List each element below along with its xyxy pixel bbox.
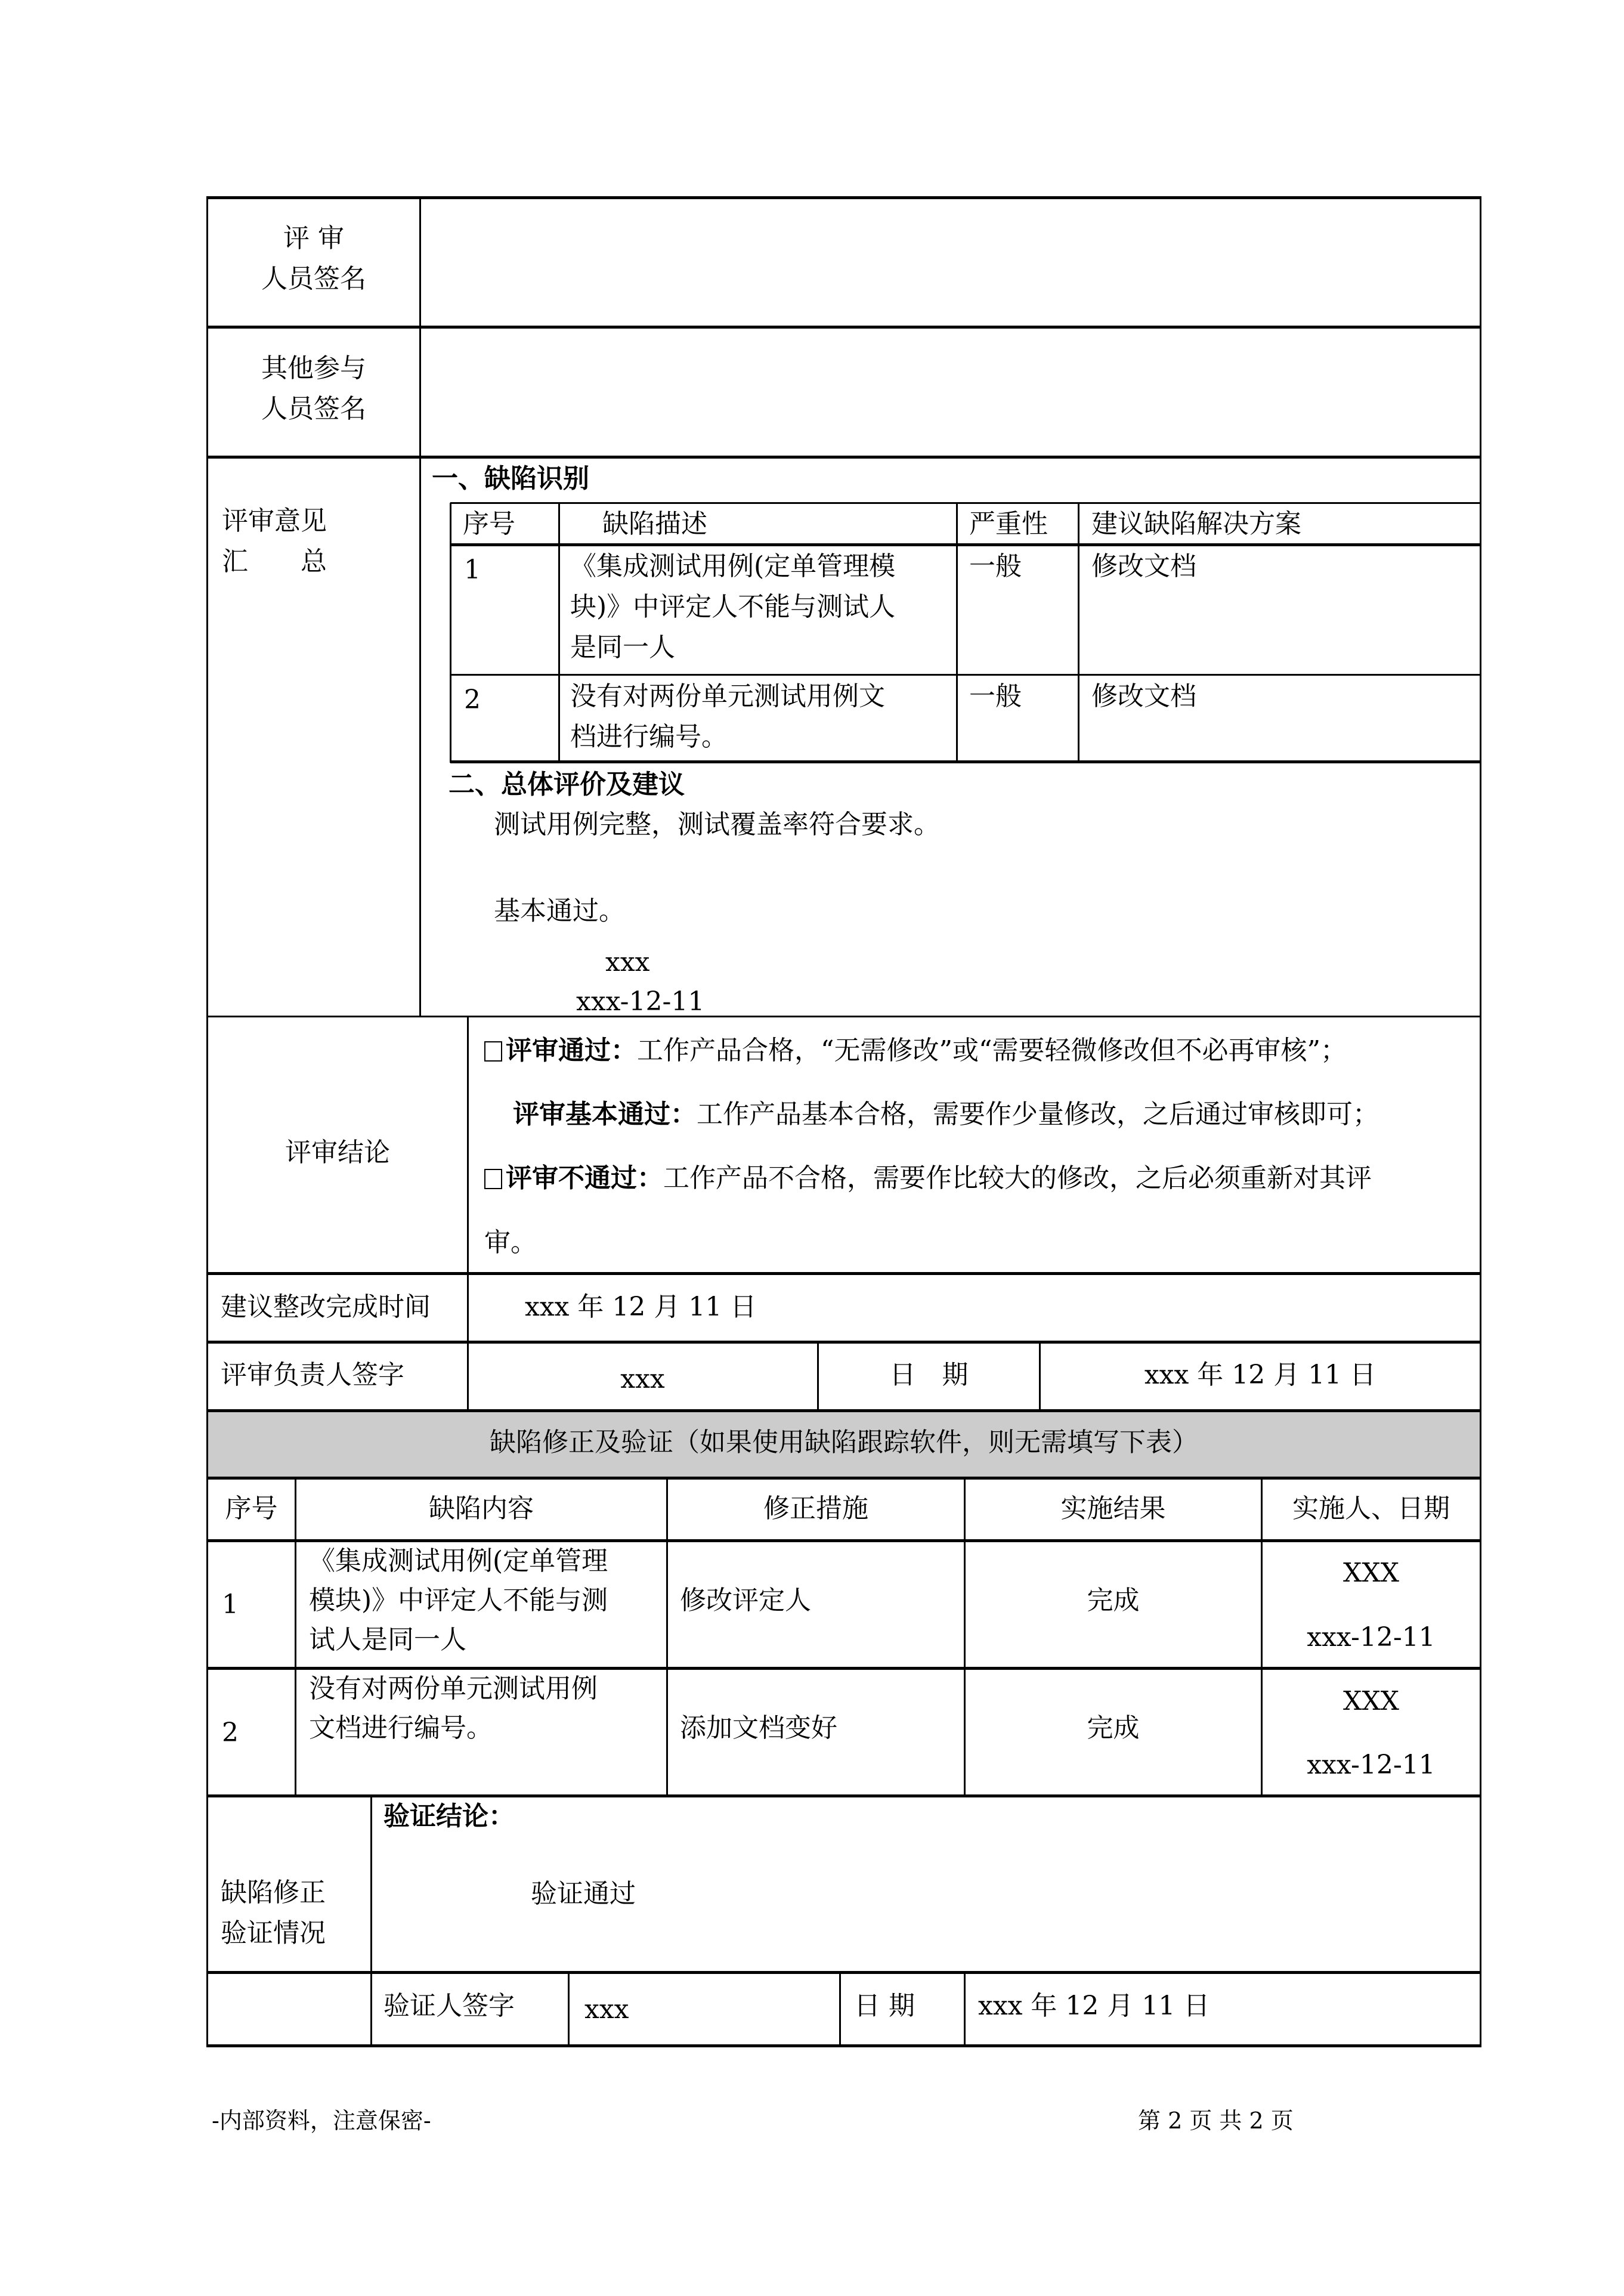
review-conclusion-label: 评审结论	[285, 1137, 390, 1168]
fix-result: 完成	[1087, 1585, 1140, 1616]
defect-header-desc: 缺陷描述	[602, 509, 707, 539]
rectification-time-label: 建议整改完成时间	[221, 1292, 431, 1322]
fix-content-line: 模块)》中评定人不能与测	[309, 1585, 608, 1616]
verification-date-label: 日 期	[854, 1991, 915, 2021]
reviewer-sign-label-line1: 评 审	[283, 223, 344, 253]
nested-row-divider	[450, 674, 1481, 676]
option-fail-label: 评审不通过：	[506, 1163, 663, 1193]
option-pass-text: 工作产品合格，“无需修改”或“需要轻微修改但不必再审核”；	[637, 1035, 1347, 1066]
review-owner-value[interactable]: xxx	[620, 1364, 665, 1394]
defect-desc-line: 档进行编号。	[570, 722, 728, 752]
defect-fix-title: 缺陷修正及验证（如果使用缺陷跟踪软件，则无需填写下表）	[490, 1427, 1198, 1458]
nested-col-divider	[558, 503, 560, 763]
fix-implementer: XXX	[1343, 1558, 1399, 1588]
fix-result: 完成	[1087, 1713, 1140, 1743]
rectification-time-value[interactable]: xxx 年 12 月 11 日	[525, 1292, 757, 1322]
row-divider	[206, 1016, 1481, 1017]
col-divider	[467, 1017, 469, 1410]
fix-header-measure: 修正措施	[763, 1493, 868, 1524]
row-divider	[206, 1667, 1481, 1670]
fix-content-line: 试人是同一人	[309, 1624, 466, 1655]
fix-header-result: 实施结果	[1060, 1493, 1166, 1524]
fix-implementer: XXX	[1343, 1686, 1399, 1716]
fix-content-line: 《集成测试用例(定单管理	[309, 1546, 608, 1576]
conclusion-option-fail-continuation: 审。	[484, 1227, 537, 1258]
nested-row-divider	[450, 760, 1481, 763]
conclusion-option-pass[interactable]	[484, 1034, 1347, 1067]
row-divider	[206, 1477, 1481, 1480]
verification-conclusion-label: 验证结论：	[383, 1801, 515, 1831]
opinion-sign-date: xxx-12-11	[576, 986, 705, 1017]
option-fail-text: 工作产品不合格，需要作比较大的修改，之后必须重新对其评	[663, 1163, 1372, 1193]
defect-desc-line: 《集成测试用例(定单管理模	[570, 551, 896, 581]
review-opinion-label-line1: 评审意见	[222, 506, 327, 536]
fix-date: xxx-12-11	[1307, 1750, 1436, 1780]
verifier-sign-label: 验证人签字	[383, 1991, 515, 2021]
defect-no: 1	[464, 555, 481, 585]
option-pass-label: 评审通过：	[506, 1035, 637, 1066]
footer-page-number: 第 2 页 共 2 页	[1138, 2108, 1294, 2134]
checkbox-pass[interactable]	[484, 1041, 502, 1062]
col-divider	[964, 1972, 966, 2046]
other-sign-label-line1: 其他参与	[261, 353, 366, 383]
defect-desc-line: 是同一人	[570, 632, 675, 663]
nested-row-divider	[450, 543, 1481, 546]
review-owner-date-value[interactable]: xxx 年 12 月 11 日	[1144, 1360, 1376, 1390]
row-divider	[206, 1971, 1481, 1974]
verification-label-line1: 缺陷修正	[221, 1877, 326, 1908]
checkbox-fail[interactable]	[484, 1169, 502, 1189]
fix-content-line: 文档进行编号。	[309, 1713, 493, 1743]
row-divider	[206, 1341, 1481, 1344]
verification-date-value[interactable]: xxx 年 12 月 11 日	[978, 1991, 1210, 2021]
section2-title: 二、总体评价及建议	[448, 769, 685, 800]
conclusion-option-basic-pass[interactable]	[513, 1098, 1379, 1131]
row-divider	[206, 456, 1481, 459]
defect-desc-line: 没有对两份单元测试用例文	[570, 681, 885, 711]
col-divider	[839, 1972, 841, 2046]
nested-col-divider	[1078, 503, 1079, 763]
nested-col-divider	[450, 503, 451, 763]
row-divider	[206, 2044, 1481, 2047]
option-basic-pass-text: 工作产品基本合格，需要作少量修改，之后通过审核即可；	[697, 1099, 1379, 1130]
verifier-sign-value[interactable]: xxx	[584, 1994, 629, 2025]
verification-conclusion-value[interactable]: 验证通过	[531, 1879, 636, 1909]
fix-header-no: 序号	[225, 1493, 278, 1524]
fix-no: 2	[222, 1718, 239, 1748]
review-owner-label: 评审负责人签字	[221, 1360, 404, 1390]
col-divider	[568, 1972, 570, 2046]
defect-solution: 修改文档	[1091, 551, 1196, 581]
defect-no: 2	[464, 685, 481, 715]
defect-header-no: 序号	[463, 509, 515, 539]
review-opinion-label-line2: 汇 总	[222, 546, 327, 577]
overall-eval-result: 基本通过。	[494, 896, 625, 926]
fix-header-content: 缺陷内容	[429, 1493, 534, 1524]
fix-measure: 添加文档变好	[680, 1713, 837, 1743]
option-basic-pass-label: 评审基本通过：	[513, 1099, 697, 1130]
row-divider	[206, 1539, 1481, 1542]
nested-col-divider	[956, 503, 958, 763]
defect-desc-line: 块)》中评定人不能与测试人	[570, 592, 896, 622]
defect-header-solution: 建议缺陷解决方案	[1091, 509, 1301, 539]
fix-no: 1	[222, 1589, 239, 1620]
table-border-left	[206, 197, 208, 2047]
defect-header-severity: 严重性	[969, 509, 1048, 539]
fix-measure: 修改评定人	[680, 1585, 811, 1616]
row-divider	[206, 1794, 1481, 1797]
footer-confidential: -内部资料，注意保密-	[212, 2108, 431, 2134]
col-divider	[370, 1796, 372, 2046]
conclusion-option-fail[interactable]	[484, 1162, 1372, 1195]
defect-severity: 一般	[969, 551, 1022, 581]
defect-solution: 修改文档	[1091, 681, 1196, 711]
opinion-signer: xxx	[605, 947, 650, 977]
other-sign-label-line2: 人员签名	[261, 394, 366, 424]
other-sign-field[interactable]	[421, 329, 1480, 456]
table-border-right	[1480, 197, 1481, 2047]
reviewer-sign-label-line2: 人员签名	[261, 264, 366, 294]
nested-row-divider	[450, 502, 1481, 504]
verification-label-line2: 验证情况	[221, 1918, 326, 1948]
fix-content-line: 没有对两份单元测试用例	[309, 1673, 598, 1704]
row-divider	[206, 1272, 1481, 1275]
review-owner-date-label: 日 期	[889, 1360, 969, 1390]
section1-title: 一、缺陷识别	[432, 463, 589, 494]
reviewer-sign-field[interactable]	[421, 199, 1480, 326]
fix-header-implementer: 实施人、日期	[1292, 1493, 1450, 1524]
overall-eval-text: 测试用例完整，测试覆盖率符合要求。	[494, 809, 940, 840]
defect-severity: 一般	[969, 681, 1022, 711]
fix-date: xxx-12-11	[1307, 1622, 1436, 1653]
